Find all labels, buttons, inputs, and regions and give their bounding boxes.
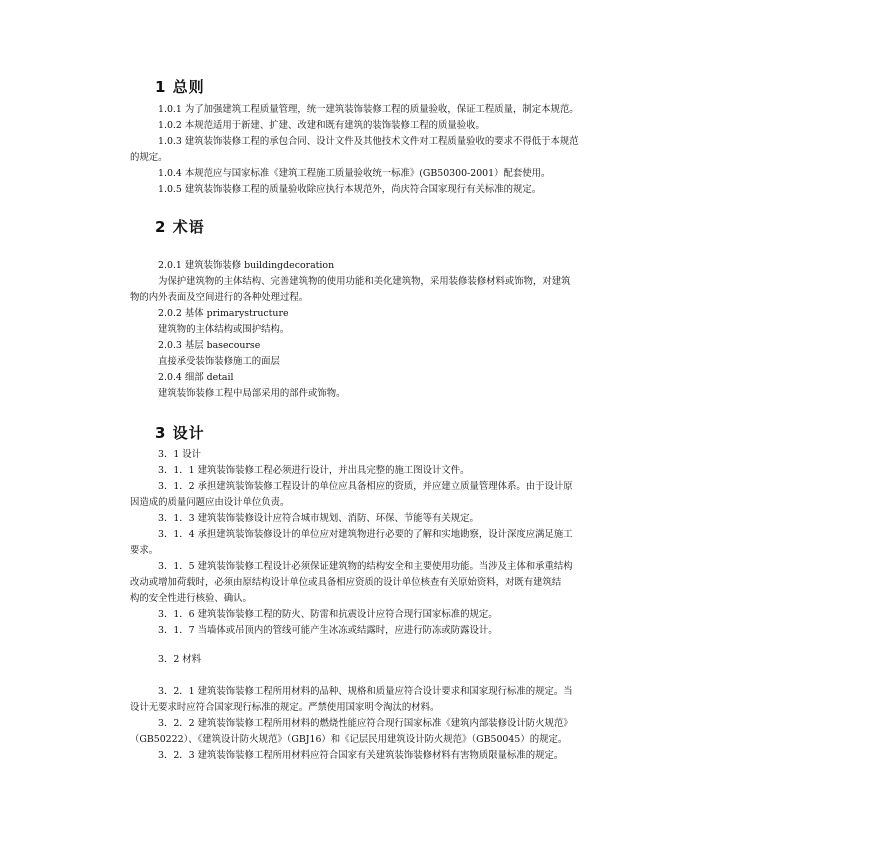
paragraph: 3．1．4 承担建筑装饰装修设计的单位应对建筑物进行必要的了解和实地勘察，设计深度应满足施工 <box>158 529 573 540</box>
paragraph: 3．1．6 建筑装饰装修工程的防火、防雷和抗震设计应符合现行国家标准的规定。 <box>158 609 498 620</box>
paragraph: 为保护建筑物的主体结构、完善建筑物的使用功能和美化建筑物，采用装修装修材料或饰物，对建筑 <box>158 276 571 287</box>
paragraph: 因造成的质量问题应由设计单位负责。 <box>130 497 290 508</box>
paragraph: （GB50222）、《建筑设计防火规范》（GBJ16）和《记层民用建筑设计防火规范》（GB50045）的规定。 <box>130 734 568 745</box>
paragraph: 3．1．3 建筑装饰装修设计应符合城市规划、消防、环保、节能等有关规定。 <box>158 513 479 524</box>
section-title-design: 3 设计 <box>155 424 205 442</box>
paragraph: 建筑物的主体结构或围护结构。 <box>158 324 290 335</box>
paragraph: 建筑装饰装修工程中局部采用的部件或饰物。 <box>158 388 346 399</box>
paragraph: 1.0.3 建筑装饰装修工程的承包合同、设计文件及其他技术文件对工程质量验收的要求不得低于本规范 <box>158 136 579 147</box>
paragraph: 物的内外表面及空间进行的各种处理过程。 <box>130 292 309 303</box>
subsection-title: 3．1 设计 <box>158 449 202 460</box>
paragraph: 直接承受装饰装修施工的面层 <box>158 356 280 367</box>
paragraph: 设计无要求时应符合国家现行标准的规定。严禁使用国家明令淘汰的材料。 <box>130 702 440 713</box>
paragraph: 1.0.1 为了加强建筑工程质量管理，统一建筑装饰装修工程的质量验收，保证工程质量，制定本规范。 <box>158 104 579 115</box>
paragraph: 的规定。 <box>130 152 168 163</box>
paragraph: 改动或增加荷载时，必须由原结构设计单位或具备相应资质的设计单位核查有关原始资料，对既有建筑结 <box>130 577 562 588</box>
paragraph: 3．2．1 建筑装饰装修工程所用材料的品种、规格和质量应符合设计要求和国家现行标准的规定。当 <box>158 686 573 697</box>
paragraph: 1.0.2 本规范适用于新建、扩建、改建和既有建筑的装饰装修工程的质量验收。 <box>158 120 485 131</box>
paragraph: 3．1．1 建筑装饰装修工程必须进行设计，并出具完整的施工图设计文件。 <box>158 465 470 476</box>
subsection-title: 3．2 材料 <box>158 654 202 665</box>
section-title-terms: 2 术语 <box>155 218 205 236</box>
term-heading: 2.0.2 基体 primarystructure <box>158 308 289 319</box>
paragraph: 3．1．5 建筑装饰装修工程设计必须保证建筑物的结构安全和主要使用功能。当涉及主体和承重结构 <box>158 561 573 572</box>
paragraph: 要求。 <box>130 545 159 556</box>
term-heading: 2.0.1 建筑装饰装修 buildingdecoration <box>158 260 335 271</box>
paragraph: 3．1．2 承担建筑装饰装修工程设计的单位应具备相应的资质，并应建立质量管理体系。由于设计原 <box>158 481 573 492</box>
term-heading: 2.0.4 细部 detail <box>158 372 234 383</box>
term-heading: 2.0.3 基层 basecourse <box>158 340 261 351</box>
paragraph: 1.0.4 本规范应与国家标准《建筑工程施工质量验收统一标准》(GB50300-2001）配套使用。 <box>158 168 551 179</box>
paragraph: 3．2．2 建筑装饰装修工程所用材料的燃烧性能应符合现行国家标准《建筑内部装修设计防火规范》 <box>158 718 573 729</box>
paragraph: 3．1．7 当墙体或吊顶内的管线可能产生冰冻或结露时，应进行防冻或防露设计。 <box>158 625 498 636</box>
paragraph: 3．2．3 建筑装饰装修工程所用材料应符合国家有关建筑装饰装修材料有害物质限量标准的规定。 <box>158 750 564 761</box>
paragraph: 1.0.5 建筑装饰装修工程的质量验收除应执行本规范外，尚庆符合国家现行有关标准的规定。 <box>158 184 542 195</box>
section-title-general: 1 总则 <box>155 78 205 96</box>
paragraph: 构的安全性进行核验、确认。 <box>130 593 252 604</box>
